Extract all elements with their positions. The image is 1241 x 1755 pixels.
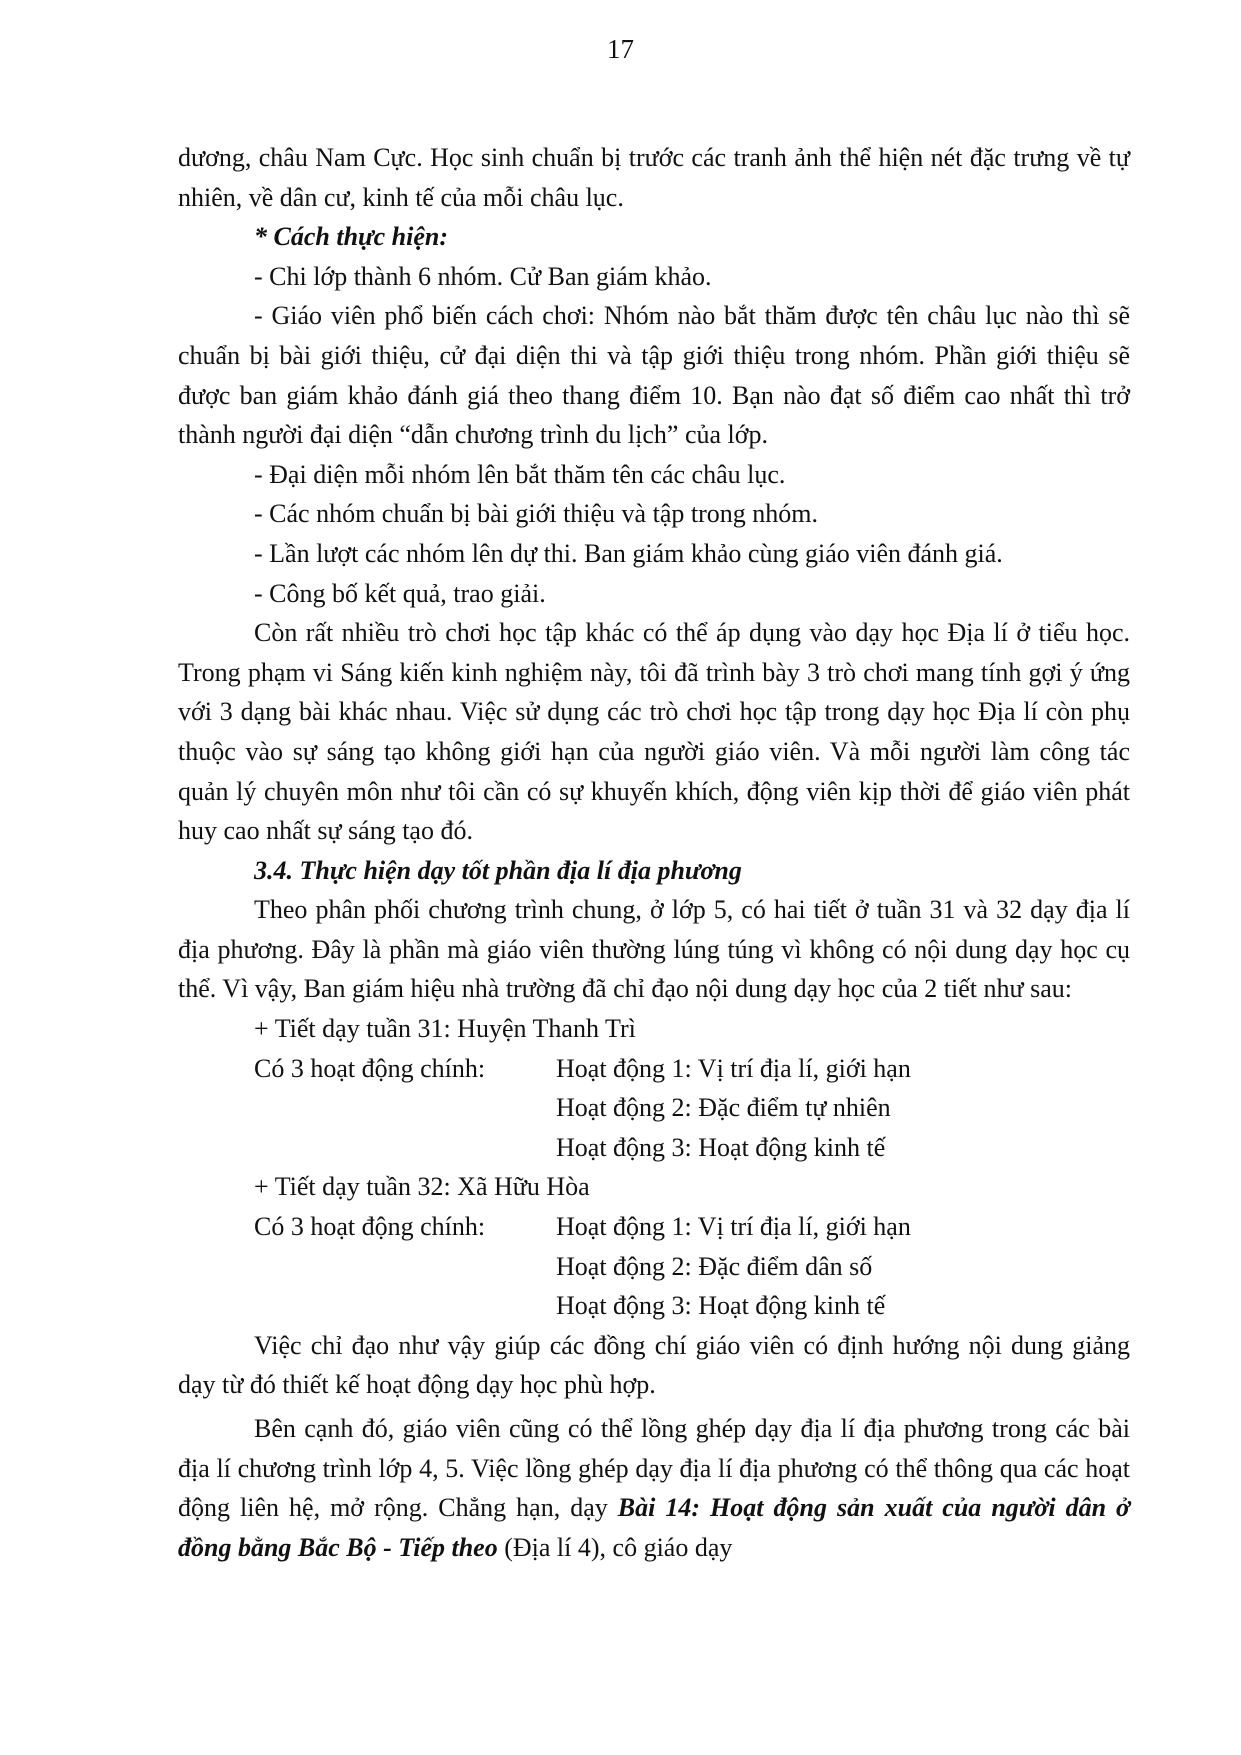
activities-list xyxy=(556,1049,1130,1168)
activity-item: Hoạt động 3: Hoạt động kinh tế xyxy=(556,1132,886,1162)
paragraph: Còn rất nhiều trò chơi học tập khác có thể áp dụng vào dạy học Địa lí ở tiểu học. Trong phạm vi Sáng kiến kinh nghiệm này, tôi đã trình bày 3 trò chơi mang tính gợi ý ứng với 3 dạng bài khác nhau. Việc sử dụng các trò chơi học tập trong dạy học Địa lí còn phụ thuộc vào sự sáng tạo không giới hạn của người giáo viên. Và mỗi người làm công tác quản lý chuyên môn như tôi cần có sự khuyến khích, động viên kịp thời để giáo viên phát huy cao nhất sự sáng tạo đó. xyxy=(178,618,1130,846)
week-32-title: + Tiết dạy tuần 32: Xã Hữu Hòa xyxy=(254,1172,590,1202)
paragraph-text: Bên cạnh đó, giáo viên cũng có thể lồng ghép dạy địa lí địa phương trong các bài địa lí chương trình lớp 4, 5. Việc lồng ghép dạy địa lí địa phương có thể thông qua các hoạt động liên hệ, mở rộng. Chẳng hạn, dạy xyxy=(178,1414,1130,1523)
activities-label: Có 3 hoạt động chính: xyxy=(254,1053,486,1083)
activity-item: Hoạt động 2: Đặc điểm tự nhiên xyxy=(556,1093,891,1123)
paragraph: Việc chỉ đạo như vậy giúp các đồng chí giáo viên có định hướng nội dung giảng dạy từ đó thiết kế hoạt động dạy học phù hợp. xyxy=(178,1330,1130,1400)
list-item: - Giáo viên phổ biến cách chơi: Nhóm nào bắt thăm được tên châu lục nào thì sẽ chuẩn bị bài giới thiệu, cử đại diện thi và tập giới thiệu trong nhóm. Phần giới thiệu sẽ được ban giám khảo đánh giá theo thang điểm 10. Bạn nào đạt số điểm cao nhất thì trở thành người đại diện “dẫn chương trình du lịch” của lớp. xyxy=(178,301,1130,450)
week-31-title: + Tiết dạy tuần 31: Huyện Thanh Trì xyxy=(254,1014,636,1044)
activity-item: Hoạt động 3: Hoạt động kinh tế xyxy=(556,1291,886,1321)
activity-item: Hoạt động 1: Vị trí địa lí, giới hạn xyxy=(556,1212,911,1242)
list-item: - Công bố kết quả, trao giải. xyxy=(254,578,546,608)
list-item: - Chi lớp thành 6 nhóm. Cử Ban giám khảo. xyxy=(254,261,712,291)
page-number: 17 xyxy=(607,34,634,64)
activities-label: Có 3 hoạt động chính: xyxy=(254,1212,486,1242)
paragraph: dương, châu Nam Cực. Học sinh chuẩn bị trước các tranh ảnh thể hiện nét đặc trưng về tự nhiên, về dân cư, kinh tế của mỗi châu lục. xyxy=(178,143,1130,212)
week-31-activities xyxy=(178,1049,1130,1168)
lesson-title: Bài 14: Hoạt động sản xuất của người dân ở đồng bằng Bắc Bộ - Tiếp theo xyxy=(178,1493,1130,1562)
activity-item: Hoạt động 1: Vị trí địa lí, giới hạn xyxy=(556,1053,911,1083)
list-item: - Các nhóm chuẩn bị bài giới thiệu và tập trong nhóm. xyxy=(254,499,818,529)
paragraph-text: (Địa lí 4), cô giáo dạy xyxy=(497,1532,733,1562)
section-heading: 3.4. Thực hiện dạy tốt phần địa lí địa phương xyxy=(254,855,742,885)
week-32-activities xyxy=(178,1207,1130,1326)
page-content xyxy=(178,138,1130,1567)
activities-list xyxy=(556,1207,1130,1326)
paragraph xyxy=(178,1409,1130,1567)
section-heading: * Cách thực hiện: xyxy=(254,222,448,252)
list-item: - Lần lượt các nhóm lên dự thi. Ban giám khảo cùng giáo viên đánh giá. xyxy=(254,538,1003,568)
paragraph: Theo phân phối chương trình chung, ở lớp 5, có hai tiết ở tuần 31 và 32 dạy địa lí địa phương. Đây là phần mà giáo viên thường lúng túng vì không có nội dung dạy học cụ thể. Vì vậy, Ban giám hiệu nhà trường đã chỉ đạo nội dung dạy học của 2 tiết như sau: xyxy=(178,895,1130,1004)
activity-item: Hoạt động 2: Đặc điểm dân số xyxy=(556,1251,873,1281)
list-item: - Đại diện mỗi nhóm lên bắt thăm tên các châu lục. xyxy=(254,459,786,489)
